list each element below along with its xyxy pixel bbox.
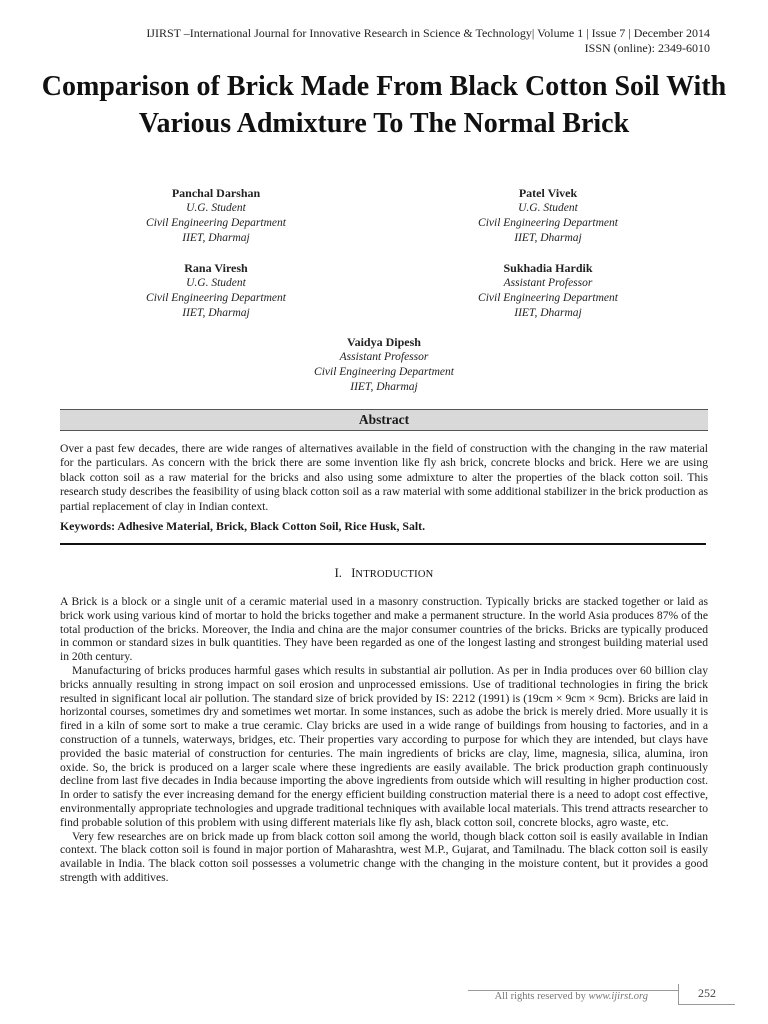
author-institute: IIET, Dharmaj <box>514 307 582 319</box>
section-divider <box>60 543 706 545</box>
journal-line: IJIRST –International Journal for Innovative Research in Science & Technology| Volume 1 | Issue 7 | December 2014 <box>146 26 710 40</box>
paragraph: Very few researches are on brick made up from black cotton soil among the world, though black cotton soil is easily available in Indian context. The black cotton soil is found in major portion of Maharashtra, west M.P., Gujarat, and Tamilnadu. The black cotton soil is easily available in India. The black cotton soil possesses a volumetric change with the changing in the moisture content, but it provides a good strength with additives. <box>60 829 708 884</box>
abstract-heading: Abstract <box>60 409 708 431</box>
paper-title: Comparison of Brick Made From Black Cotton Soil With Various Admixture To The Normal Brick <box>41 71 727 139</box>
author-name: Vaidya Dipesh <box>347 335 421 349</box>
section-number: I. <box>334 566 342 580</box>
author-name: Panchal Darshan <box>171 186 261 200</box>
author-role: U.G. Student <box>186 277 246 289</box>
author-block <box>234 335 534 395</box>
footer-rights <box>468 990 648 1004</box>
introduction-body <box>60 595 708 885</box>
author-department: Civil Engineering Department <box>146 217 286 229</box>
author-role: Assistant Professor <box>503 277 593 289</box>
author-role: U.G. Student <box>518 202 578 214</box>
author-name: Rana Viresh <box>184 261 248 275</box>
author-name: Patel Vivek <box>518 186 578 200</box>
website-link[interactable]: www.ijirst.org <box>588 991 648 1002</box>
author-role: Assistant Professor <box>339 351 429 363</box>
author-block <box>66 261 366 321</box>
author-block <box>398 186 698 246</box>
author-institute: IIET, Dharmaj <box>182 232 250 244</box>
abstract-text: Over a past few decades, there are wide ranges of alternatives available in the field of construction with the changing in the raw material for the particulars. As concern with the brick there are some invention like fly ash brick, concrete blocks and brick. Here we are using black cotton soil as a raw material for the bricks and also using some admixture to alter the properties of the black cotton soil. This research study describes the feasibility of using black cotton soil as a raw material with some additional stabilizer in the brick production as partial replacement of clay in Indian context. <box>60 442 708 513</box>
author-department: Civil Engineering Department <box>146 292 286 304</box>
paragraph: A Brick is a block or a single unit of a ceramic material used in a masonry construction. Typically bricks are stacked together or laid as brick work using various kind of mortar to hold the bricks together and make a permanent structure. In the world Asia produces 87% of the total production of the bricks. Moreover, the India and china are the major consumer countries of the bricks. Bricks are typically produced in common or standard sizes in bulk quantities. They have been regarded as one of the longest lasting and strongest building material used in 20th century. <box>60 595 708 664</box>
author-department: Civil Engineering Department <box>314 366 454 378</box>
rights-text: All rights reserved by <box>494 991 586 1002</box>
section-heading <box>60 566 708 582</box>
journal-header <box>146 26 710 56</box>
issn-line: ISSN (online): 2349-6010 <box>584 41 710 55</box>
author-block <box>398 261 698 321</box>
author-institute: IIET, Dharmaj <box>182 307 250 319</box>
keywords: Keywords: Adhesive Material, Brick, Black Cotton Soil, Rice Husk, Salt. <box>60 519 426 533</box>
author-institute: IIET, Dharmaj <box>514 232 582 244</box>
author-role: U.G. Student <box>186 202 246 214</box>
section-first-letter: I <box>351 566 356 580</box>
author-name: Sukhadia Hardik <box>503 261 593 275</box>
author-institute: IIET, Dharmaj <box>350 381 418 393</box>
author-department: Civil Engineering Department <box>478 217 618 229</box>
author-department: Civil Engineering Department <box>478 292 618 304</box>
page-number: 252 <box>678 984 735 1005</box>
paragraph: Manufacturing of bricks produces harmful gases which results in substantial air pollution. As per in India produces over 60 billion clay bricks annually resulting in strong impact on soil erosion and unprocessed emissions. Use of traditional technologies in firing the brick resulted in significant local air pollution. The standard size of brick provided by IS: 2212 (1991) is (19cm × 9cm × 9cm). Bricks are laid in horizontal courses, sometimes dry and sometimes wet mortar. In some instances, such as adobe the brick is merely dried. More usually it is fired in a kiln of some sort to make a true ceramic. Clay bricks are used in a wide range of buildings from housing to factories, and in a construction of a tunnels, waterways, bridges, etc. Their properties vary according to purpose for which they are intended, but clays have provided the basic material of construction for centuries. The main ingredients of bricks are clay, lime, magnesia, silica, alumina, iron oxide. So, the brick is produced on a larger scale where these ingredients are easily available. The brick production graph continuously decline from last five decades in India because importing the above ingredients from outside which will resulting in higher production cost. In order to satisfy the ever increasing demand for the energy efficient building construction material there is a need to adopt cost effective, environmentally appropriate technologies and upgrade traditional techniques with available local materials. This trend attracts researcher to find probable solution of this problem with using different materials like fly ash, black cotton soil, concrete blocks, agro waste, etc. <box>60 663 708 829</box>
section-title-rest: NTRODUCTION <box>355 569 434 580</box>
author-block <box>66 186 366 246</box>
